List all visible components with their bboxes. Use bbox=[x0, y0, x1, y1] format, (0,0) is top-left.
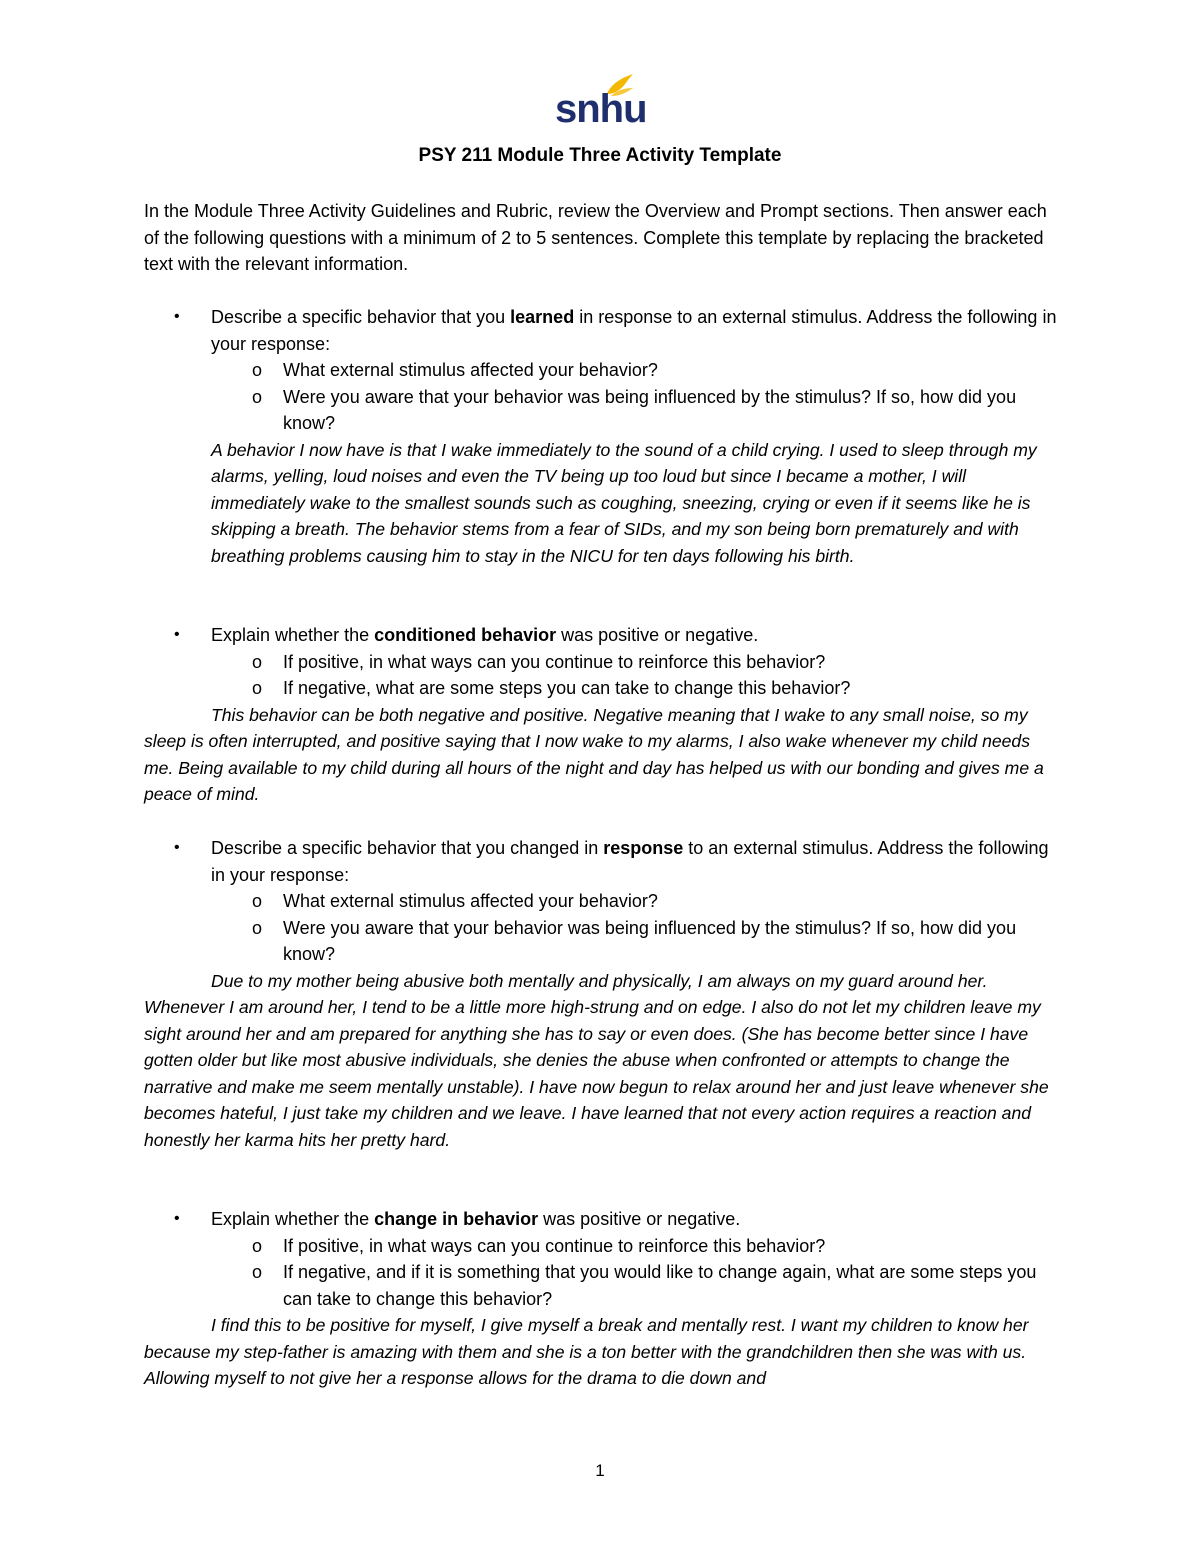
section-conditioned-behavior bbox=[144, 622, 1064, 808]
bullet-text: in response to an external stimulus. Address the following in your response: bbox=[211, 307, 1057, 354]
sub-bullet-marker: o bbox=[252, 1235, 263, 1256]
sub-bullet-item bbox=[144, 1259, 1064, 1312]
bullet-bold-text: change in behavior bbox=[374, 1209, 539, 1229]
bullet-text: was positive or negative. bbox=[538, 1209, 741, 1229]
bullet-text: to an external stimulus. Address the following in your response: bbox=[211, 838, 1049, 885]
sub-bullet-item bbox=[144, 649, 1064, 676]
bullet-text: was positive or negative. bbox=[556, 625, 759, 645]
answer-text: I find this to be positive for myself, I give myself a break and mentally rest. I want my children to know her because my step-father is amazing with them and she is a ton better with the grandchildren then she was with us. Allowing myself to not give her a response allows for the drama to die down and bbox=[144, 1315, 1029, 1388]
intro-paragraph: In the Module Three Activity Guidelines and Rubric, review the Overview and Prompt sections. Then answer each of the following questions with a minimum of 2 to 5 sentences. Complete this template by replacing the bracketed text with the relevant information. bbox=[144, 201, 1047, 274]
sub-bullet-item bbox=[144, 915, 1064, 968]
bullet-item bbox=[144, 1206, 1064, 1233]
bullet-text: Describe a specific behavior that you bbox=[211, 307, 511, 327]
document-title: PSY 211 Module Three Activity Template bbox=[418, 145, 782, 166]
bullet-text: Explain whether the bbox=[211, 1209, 375, 1229]
sub-bullet-text: If negative, and if it is something that you would like to change again, what are some steps you can take to change this behavior? bbox=[283, 1262, 1037, 1309]
sub-bullet-marker: o bbox=[252, 678, 263, 698]
sub-bullet-item bbox=[144, 1233, 1064, 1260]
sub-bullet-item bbox=[144, 888, 1064, 915]
answer-text: This behavior can be both negative and positive. Negative meaning that I wake to any small noise, so my sleep is often interrupted, and positive saying that I now wake to my alarms, I also wake whenever my child needs me. Being available to my child during all hours of the night and day has helped us with our bonding and gives me a peace of mind. bbox=[144, 704, 1044, 804]
bullet-item bbox=[144, 304, 1064, 357]
sub-bullet-marker: o bbox=[252, 386, 263, 407]
answer-text: A behavior I now have is that I wake immediately to the sound of a child crying. I used to sleep through my alarms, yelling, loud noises and even the TV being up too loud but since I became a mother, I will immediately wake to the smallest sounds such as coughing, sneezing, crying or even if it seems like he is skipping a breath. The behavior stems from a fear of SIDs, and my son being born prematurely and with breathing problems causing him to stay in the NICU for ten days following his birth. bbox=[211, 439, 1037, 566]
sub-bullet-item bbox=[144, 357, 1064, 384]
logo-wordmark: snhu bbox=[555, 87, 647, 131]
bullet-marker: • bbox=[174, 1210, 180, 1227]
sub-bullet-marker: o bbox=[252, 891, 263, 911]
bullet-item bbox=[144, 835, 1064, 888]
section-learned-behavior bbox=[144, 304, 1064, 569]
sub-bullet-marker: o bbox=[252, 651, 263, 672]
sub-bullet-text: What external stimulus affected your behavior? bbox=[283, 891, 658, 911]
sub-bullet-text: Were you aware that your behavior was being influenced by the stimulus? If so, how did you know? bbox=[283, 917, 1017, 964]
sub-bullet-text: If positive, in what ways can you continue to reinforce this behavior? bbox=[283, 651, 826, 672]
sub-bullet-marker: o bbox=[252, 1262, 263, 1282]
sub-bullet-text: Were you aware that your behavior was being influenced by the stimulus? If so, how did you know? bbox=[283, 386, 1017, 433]
section-changed-behavior bbox=[144, 835, 1064, 1153]
sub-bullet-marker: o bbox=[252, 360, 263, 380]
sub-bullet-item bbox=[144, 675, 1064, 702]
bullet-bold-text: response bbox=[603, 838, 684, 858]
sub-bullet-text: If positive, in what ways can you continue to reinforce this behavior? bbox=[283, 1235, 826, 1256]
sub-bullet-item bbox=[144, 384, 1064, 437]
sub-bullet-marker: o bbox=[252, 917, 263, 938]
bullet-text: Describe a specific behavior that you changed in bbox=[211, 838, 604, 858]
bullet-item bbox=[144, 622, 1064, 649]
snhu-logo bbox=[555, 72, 647, 132]
bullet-bold-text: learned bbox=[510, 307, 575, 327]
bullet-marker: • bbox=[174, 839, 180, 856]
bullet-marker: • bbox=[174, 626, 180, 643]
bullet-text: Explain whether the bbox=[211, 625, 375, 645]
page-number: 1 bbox=[595, 1461, 605, 1480]
sub-bullet-text: If negative, what are some steps you can take to change this behavior? bbox=[283, 678, 851, 698]
section-change-in-behavior bbox=[144, 1206, 1064, 1392]
answer-text: Due to my mother being abusive both mentally and physically, I am always on my guard around her. Whenever I am around her, I tend to be a little more high-strung and on edge. I also do not let my children leave my sight around her and am prepared for anything she has to say or even does. (She has become better since I have gotten older but like most abusive individuals, she denies the abuse when confronted or attempts to change the narrative and make me seem mentally unstable). I have now begun to relax around her and just leave whenever she becomes hateful, I just take my children and we leave. I have learned that not every action requires a reaction and honestly her karma hits her pretty hard. bbox=[144, 970, 1049, 1150]
bullet-bold-text: conditioned behavior bbox=[374, 625, 557, 645]
sub-bullet-text: What external stimulus affected your behavior? bbox=[283, 360, 658, 380]
bullet-marker: • bbox=[174, 308, 180, 325]
